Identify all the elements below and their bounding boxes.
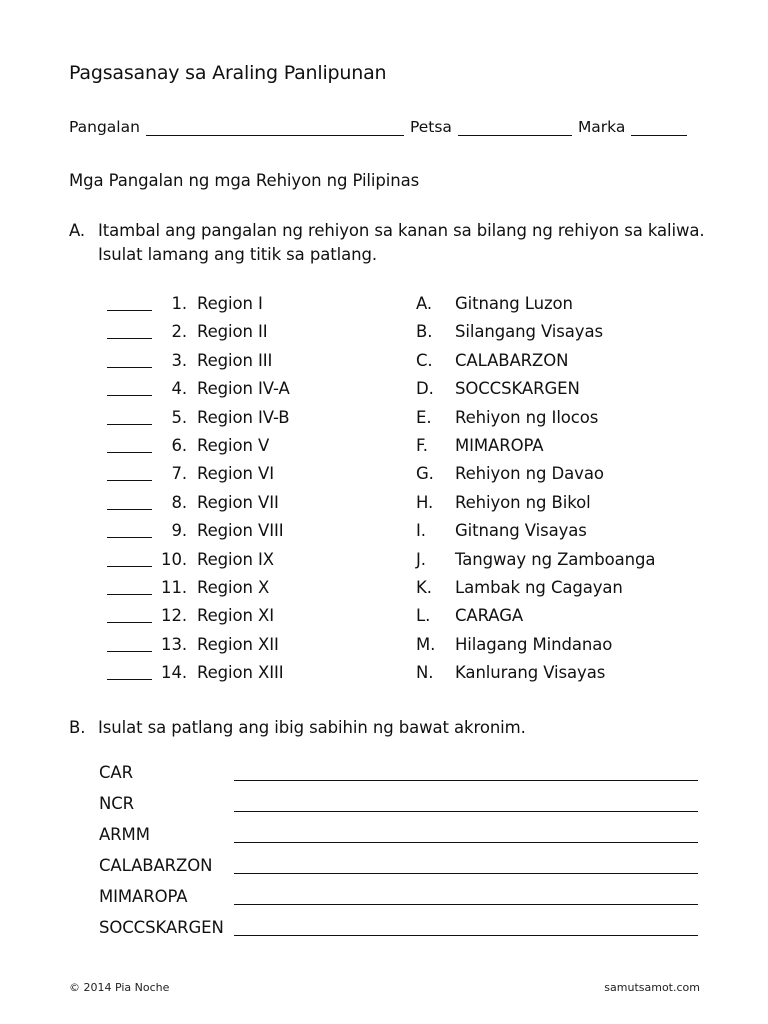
- region-name: Silangang Visayas: [455, 322, 603, 342]
- acronym-answer-blank[interactable]: [234, 761, 698, 781]
- choice-letter: H.: [416, 492, 434, 512]
- acronym-answer-blank[interactable]: [234, 885, 698, 905]
- acronym-row: [0, 854, 768, 878]
- choice-letter: K.: [416, 578, 432, 597]
- name-blank[interactable]: [146, 117, 404, 136]
- page-title: Pagsasanay sa Araling Panlipunan: [69, 62, 387, 84]
- answer-blank[interactable]: [107, 634, 152, 652]
- acronym-label: CALABARZON: [99, 856, 213, 875]
- matching-row: [0, 491, 768, 515]
- matching-row: [0, 661, 768, 685]
- region-label: Region IV-A: [197, 379, 290, 399]
- answer-blank[interactable]: [107, 492, 152, 510]
- acronym-answer-blank[interactable]: [234, 823, 698, 843]
- item-number: 14.: [161, 663, 187, 683]
- item-number: 13.: [161, 634, 187, 654]
- choice-letter: J.: [416, 549, 426, 569]
- acronym-label: NCR: [99, 794, 135, 813]
- matching-row: [0, 292, 768, 316]
- region-label: Region VIII: [197, 521, 284, 541]
- answer-blank[interactable]: [107, 463, 152, 481]
- region-label: Region IX: [197, 549, 274, 569]
- answer-blank[interactable]: [107, 520, 152, 538]
- region-label: Region I: [197, 294, 263, 313]
- section-subtitle: Mga Pangalan ng mga Rehiyon ng Pilipinas: [69, 171, 420, 190]
- matching-row: [0, 406, 768, 430]
- region-label: Region XII: [197, 634, 279, 654]
- region-name: Rehiyon ng Ilocos: [455, 407, 599, 427]
- choice-letter: G.: [416, 464, 434, 484]
- region-name: Gitnang Visayas: [455, 521, 587, 541]
- matching-row: [0, 576, 768, 600]
- item-number: 1.: [171, 294, 187, 313]
- choice-letter: B.: [416, 322, 433, 342]
- region-name: Hilagang Mindanao: [455, 634, 613, 654]
- acronym-label: CAR: [99, 763, 133, 782]
- part-b-instruction-text: Isulat sa patlang ang ibig sabihin ng bawat akronim.: [98, 718, 526, 737]
- date-blank[interactable]: [458, 117, 572, 136]
- region-name: Rehiyon ng Davao: [455, 464, 604, 484]
- matching-row: [0, 320, 768, 344]
- region-name: SOCCSKARGEN: [455, 379, 580, 399]
- region-name: Kanlurang Visayas: [455, 663, 606, 683]
- item-number: 3.: [171, 350, 187, 370]
- choice-letter: D.: [416, 379, 434, 399]
- answer-blank[interactable]: [107, 577, 152, 595]
- region-name: Gitnang Luzon: [455, 294, 573, 313]
- acronym-row: [0, 792, 768, 816]
- item-number: 11.: [161, 578, 187, 597]
- part-a-instruction: [69, 219, 709, 267]
- acronym-label: SOCCSKARGEN: [99, 918, 224, 937]
- answer-blank[interactable]: [107, 605, 152, 623]
- matching-row: [0, 377, 768, 401]
- choice-letter: L.: [416, 606, 431, 626]
- item-number: 10.: [161, 549, 187, 569]
- answer-blank[interactable]: [107, 321, 152, 339]
- item-number: 12.: [161, 606, 187, 626]
- grade-blank[interactable]: [631, 117, 687, 136]
- choice-letter: N.: [416, 663, 434, 683]
- region-label: Region XIII: [197, 663, 284, 683]
- matching-row: [0, 519, 768, 543]
- item-number: 6.: [171, 436, 187, 455]
- item-number: 5.: [171, 407, 187, 427]
- part-b-instruction: [69, 716, 709, 740]
- acronym-row: [0, 823, 768, 847]
- region-name: Lambak ng Cagayan: [455, 578, 623, 597]
- region-name: CARAGA: [455, 606, 524, 626]
- answer-blank[interactable]: [107, 662, 152, 680]
- name-label: Pangalan: [69, 118, 140, 136]
- part-a-instruction-text: Itambal ang pangalan ng rehiyon sa kanan sa bilang ng rehiyon sa kaliwa. Isulat lamang ang titik sa patlang.: [98, 221, 705, 264]
- part-b-letter: B.: [69, 718, 86, 737]
- item-number: 8.: [171, 492, 187, 512]
- region-label: Region II: [197, 322, 268, 342]
- region-label: Region V: [197, 436, 270, 455]
- region-label: Region III: [197, 350, 273, 370]
- acronym-label: ARMM: [99, 825, 150, 844]
- answer-blank[interactable]: [107, 378, 152, 396]
- answer-blank[interactable]: [107, 293, 152, 311]
- acronym-row: [0, 761, 768, 785]
- website-text: samutsamot.com: [604, 981, 700, 994]
- date-label: Petsa: [409, 118, 452, 136]
- choice-letter: C.: [416, 350, 433, 370]
- region-name: Rehiyon ng Bikol: [455, 492, 591, 512]
- acronym-answer-blank[interactable]: [234, 792, 698, 812]
- answer-blank[interactable]: [107, 549, 152, 567]
- region-label: Region VII: [197, 492, 279, 512]
- region-label: Region XI: [197, 606, 274, 626]
- copyright-text: © 2014 Pia Noche: [69, 981, 170, 994]
- choice-letter: A.: [416, 294, 433, 313]
- acronym-row: [0, 916, 768, 940]
- choice-letter: F.: [416, 436, 428, 455]
- acronym-row: [0, 885, 768, 909]
- matching-row: [0, 462, 768, 486]
- grade-label: Marka: [577, 118, 626, 136]
- acronym-label: MIMAROPA: [99, 887, 188, 906]
- matching-row: [0, 633, 768, 657]
- region-label: Region VI: [197, 464, 274, 484]
- choice-letter: M.: [416, 634, 436, 654]
- choice-letter: E.: [416, 407, 432, 427]
- answer-blank[interactable]: [107, 435, 152, 453]
- acronym-answer-blank[interactable]: [234, 916, 698, 936]
- acronym-answer-blank[interactable]: [234, 854, 698, 874]
- item-number: 9.: [171, 521, 187, 541]
- region-name: MIMAROPA: [455, 436, 544, 455]
- matching-row: [0, 434, 768, 458]
- region-label: Region X: [197, 578, 270, 597]
- student-info-line: [69, 114, 719, 136]
- item-number: 2.: [171, 322, 187, 342]
- answer-blank[interactable]: [107, 350, 152, 368]
- choice-letter: I.: [416, 521, 426, 541]
- region-label: Region IV-B: [197, 407, 290, 427]
- matching-row: [0, 604, 768, 628]
- item-number: 4.: [171, 379, 187, 399]
- matching-row: [0, 548, 768, 572]
- item-number: 7.: [171, 464, 187, 484]
- answer-blank[interactable]: [107, 407, 152, 425]
- part-a-letter: A.: [69, 221, 86, 240]
- region-name: Tangway ng Zamboanga: [455, 549, 656, 569]
- matching-row: [0, 349, 768, 373]
- region-name: CALABARZON: [455, 350, 569, 370]
